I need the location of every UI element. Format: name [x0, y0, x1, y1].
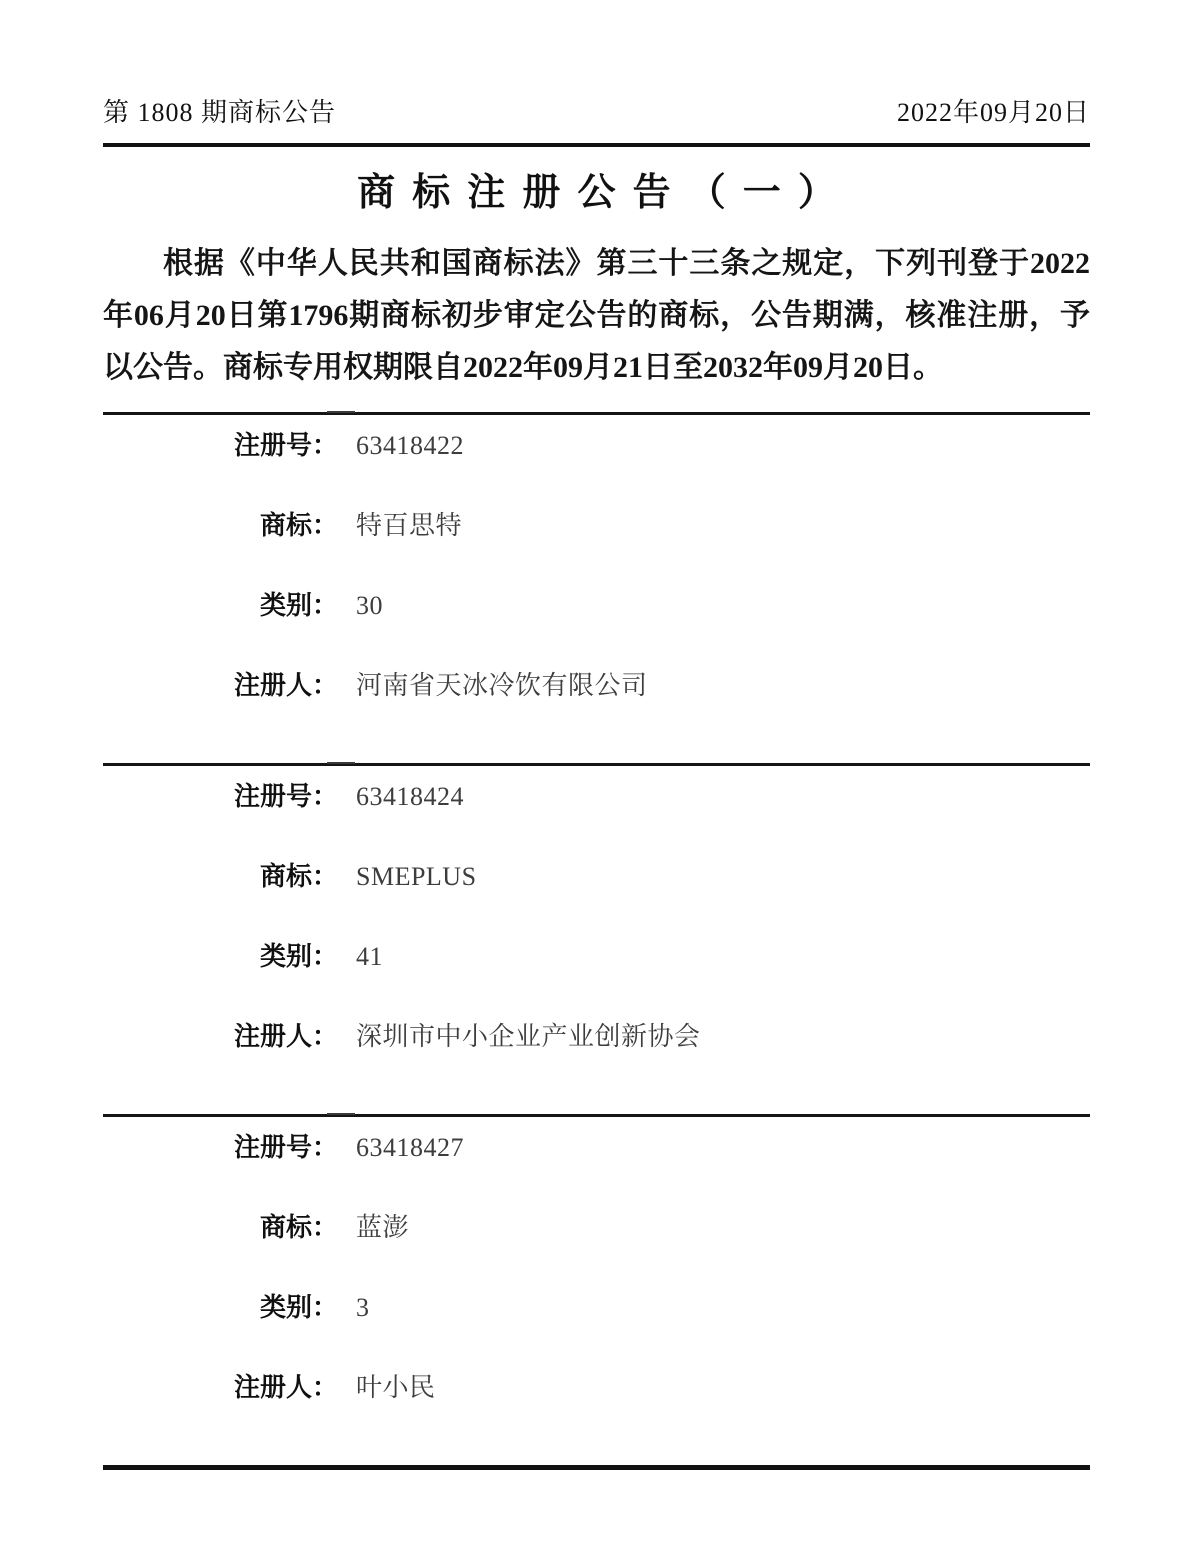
category-label: 类别：: [259, 942, 338, 971]
trademark-value: 特百思特: [356, 511, 463, 540]
document-title: 商标注册公告（一）: [357, 172, 853, 214]
reg-no-row: [103, 432, 1090, 460]
reg-no-value: 63418422: [356, 431, 464, 460]
trademark-row: [103, 1214, 1090, 1242]
reg-no-row: [103, 783, 1090, 811]
category-value: 3: [356, 1293, 370, 1322]
divider-joint: [327, 411, 355, 413]
trademark-row: [103, 863, 1090, 891]
registrant-row: [103, 1374, 1090, 1402]
divider-joint: [327, 762, 355, 764]
trademark-record: [103, 766, 1090, 1051]
reg-no-value: 63418424: [356, 782, 464, 811]
registrant-value: 河南省天冰冷饮有限公司: [356, 671, 648, 700]
section-divider: [103, 763, 1090, 766]
records-section: [103, 412, 1090, 1470]
trademark-record: [103, 1117, 1090, 1402]
registrant-value: 深圳市中小企业产业创新协会: [356, 1022, 701, 1051]
section-divider: [103, 412, 1090, 415]
category-row: [103, 1294, 1090, 1322]
category-label: 类别：: [259, 1293, 338, 1322]
intro-paragraph: 根据《中华人民共和国商标法》第三十三条之规定，下列刊登于2022年06月20日第1796期商标初步审定公告的商标，公告期满，核准注册，予以公告。商标专用权期限自2022年09月21日至2032年09月20日。: [103, 247, 1090, 384]
section-divider: [103, 1114, 1090, 1117]
reg-no-label: 注册号：: [233, 431, 338, 460]
registrant-label: 注册人：: [233, 1373, 338, 1402]
issue-title: 第 1808 期商标公告: [103, 98, 337, 127]
divider-joint: [327, 1113, 355, 1115]
category-label: 类别：: [259, 591, 338, 620]
trademark-value: 蓝澎: [356, 1213, 410, 1242]
reg-no-label: 注册号：: [233, 782, 338, 811]
registrant-label: 注册人：: [233, 1022, 338, 1051]
trademark-row: [103, 512, 1090, 540]
category-row: [103, 592, 1090, 620]
trademark-record: [103, 415, 1090, 700]
registrant-row: [103, 672, 1090, 700]
registrant-row: [103, 1023, 1090, 1051]
category-value: 41: [356, 942, 383, 971]
registrant-label: 注册人：: [233, 671, 338, 700]
trademark-label: 商标：: [259, 1213, 338, 1242]
bottom-rule: [103, 1465, 1090, 1470]
reg-no-row: [103, 1134, 1090, 1162]
registrant-value: 叶小民: [356, 1373, 436, 1402]
trademark-value: SMEPLUS: [356, 862, 477, 891]
reg-no-label: 注册号：: [233, 1133, 338, 1162]
publication-date: 2022年09月20日: [896, 98, 1090, 127]
trademark-label: 商标：: [259, 511, 338, 540]
page-header: [103, 92, 1090, 147]
reg-no-value: 63418427: [356, 1133, 464, 1162]
category-value: 30: [356, 591, 383, 620]
category-row: [103, 943, 1090, 971]
trademark-label: 商标：: [259, 862, 338, 891]
